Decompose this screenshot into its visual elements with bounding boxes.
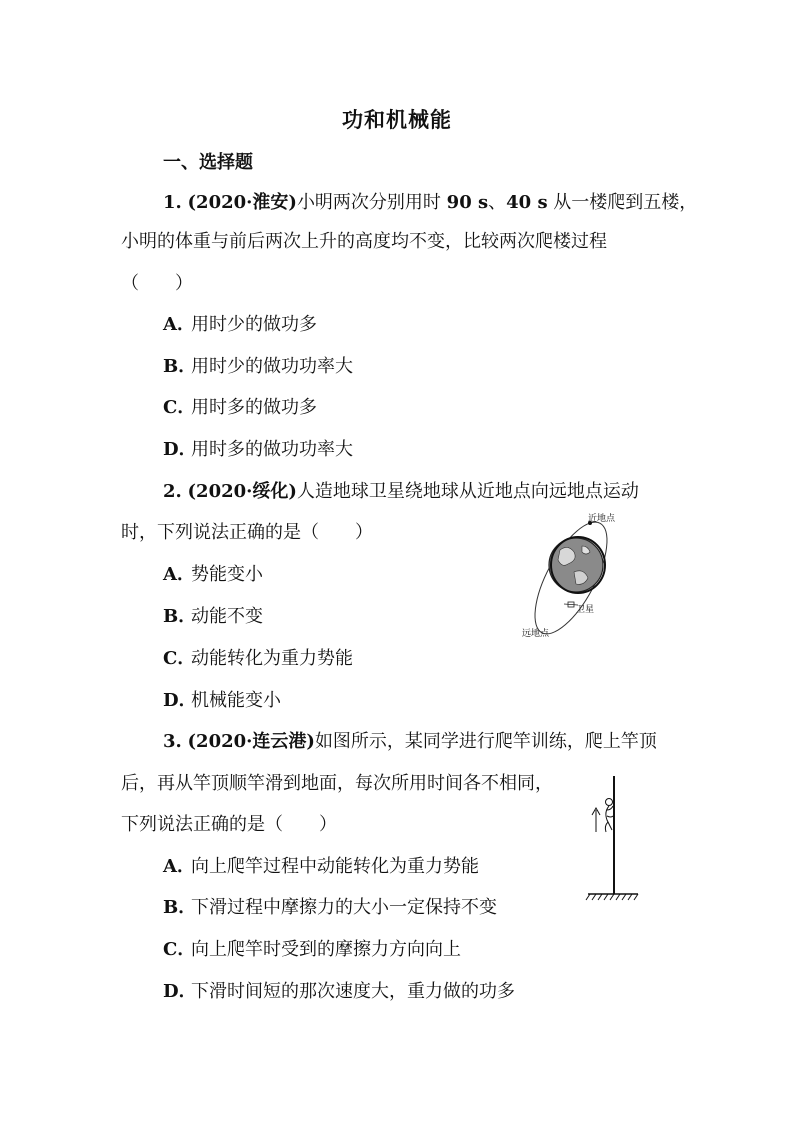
question-3-text: 如图所示，某同学进行爬竿训练，爬上竿顶: [314, 731, 657, 752]
section-heading: 一、选择题: [163, 152, 253, 173]
climber-figure: [605, 799, 613, 833]
question-1-text-a: 小明两次分别用时: [296, 192, 447, 213]
question-2-option-b: B．动能不变: [163, 606, 263, 627]
question-1-option-b: B．用时少的做功功率大: [163, 356, 353, 377]
question-1-number: 1.: [163, 192, 182, 213]
question-2-option-a: A．势能变小: [163, 564, 263, 585]
question-1-line-3: （ ）: [121, 273, 193, 294]
near-point-label: 近地点: [588, 514, 616, 524]
satellite-label: 卫星: [576, 605, 595, 615]
question-1-time-2: 40 s: [506, 192, 548, 213]
question-1-line-1: [163, 194, 697, 212]
question-3-option-a: A．向上爬竿过程中动能转化为重力势能: [163, 856, 479, 877]
question-2-text: 人造地球卫星绕地球从近地点向远地点运动: [296, 481, 639, 502]
question-1-time-1: 90 s: [446, 192, 489, 213]
question-1-option-a: A．用时少的做功多: [163, 314, 317, 335]
up-arrow-icon: [592, 808, 600, 832]
question-3-option-c: C．向上爬竿时受到的摩擦力方向向上: [163, 939, 461, 960]
question-3-line-1: [163, 733, 657, 751]
question-2-line-1: [163, 483, 639, 501]
pole-climbing-figure: [582, 772, 642, 904]
ground-hatching: [586, 894, 638, 900]
question-3-option-b: B．下滑过程中摩擦力的大小一定保持不变: [163, 897, 497, 918]
question-3-number: 3.: [163, 731, 182, 752]
question-3-source: (2020·连云港): [187, 731, 315, 752]
question-1-option-d: D．用时多的做功功率大: [163, 439, 353, 460]
question-3-option-d: D．下滑时间短的那次速度大，重力做的功多: [163, 981, 515, 1002]
question-1-option-c: C．用时多的做功多: [163, 397, 317, 418]
question-1-text-b: 、: [488, 192, 507, 213]
question-1-line-2: 小明的体重与前后两次上升的高度均不变，比较两次爬楼过程: [121, 231, 607, 252]
page-title: 功和机械能: [342, 107, 452, 132]
far-point-label: 远地点: [522, 629, 550, 639]
question-1-source: (2020·淮安): [187, 192, 297, 213]
question-2-number: 2.: [163, 481, 182, 502]
question-2-line-2: 时，下列说法正确的是（ ）: [121, 522, 373, 543]
question-1-text-c: 从一楼爬到五楼，: [547, 192, 698, 213]
question-2-option-d: D．机械能变小: [163, 690, 281, 711]
question-3-line-2: 后，再从竿顶顺竿滑到地面，每次所用时间各不相同，: [121, 773, 553, 794]
satellite-orbit-figure: [516, 510, 626, 640]
question-2-source: (2020·绥化): [187, 481, 297, 502]
question-3-line-3: 下列说法正确的是（ ）: [121, 814, 337, 835]
question-2-option-c: C．动能转化为重力势能: [163, 648, 353, 669]
